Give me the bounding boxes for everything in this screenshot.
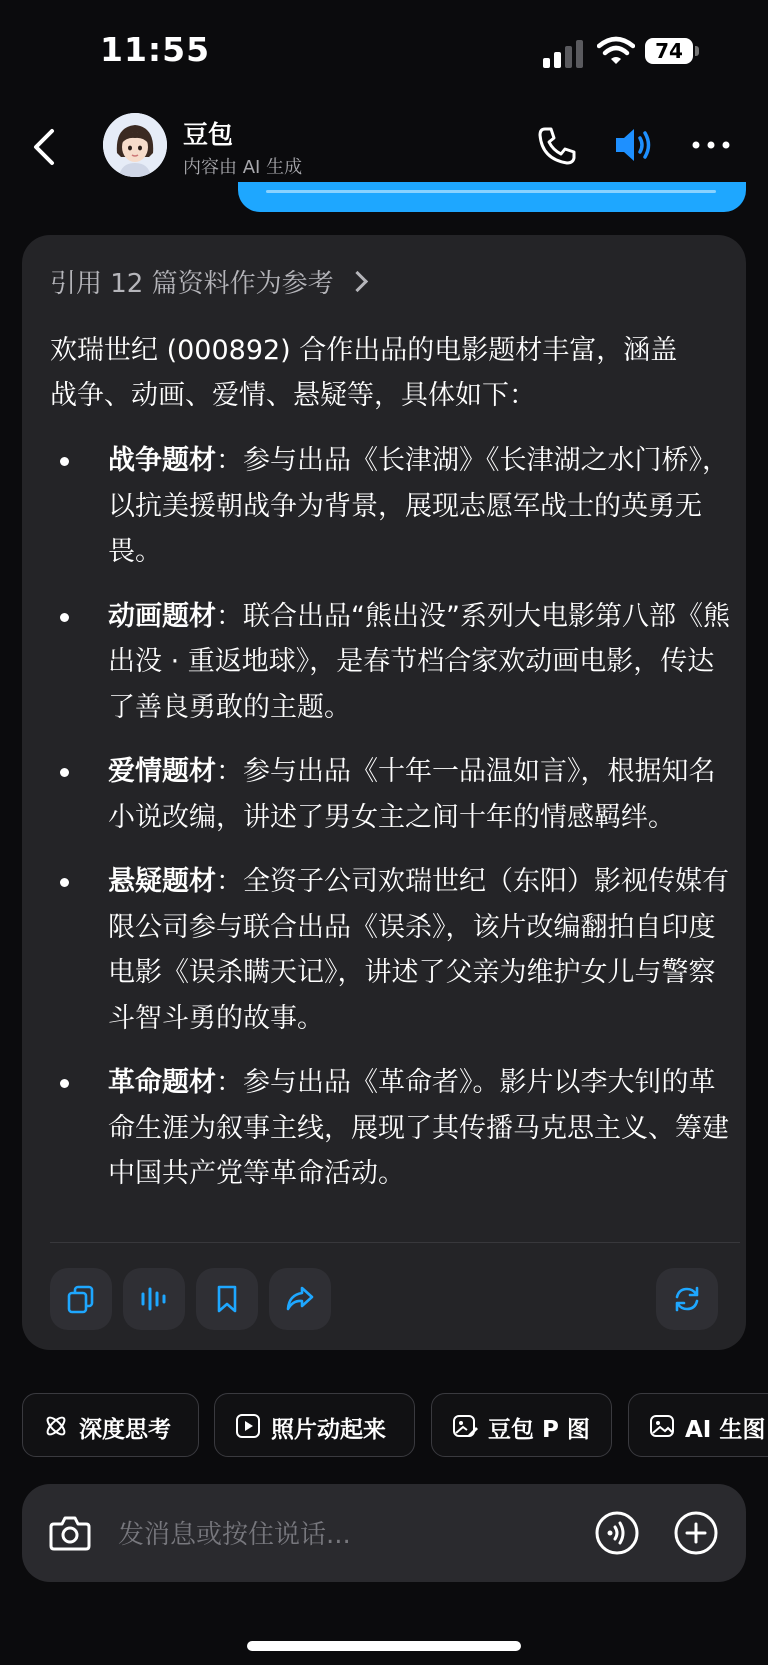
battery-level: 74 [645,38,693,64]
chip-photo-edit[interactable] [431,1393,612,1457]
cellular-signal-icon [543,40,585,68]
references-label: 引用 12 篇资料作为参考 [50,269,334,299]
list-item [50,594,730,731]
references-link[interactable] [50,263,365,303]
battery-tip [695,46,699,56]
status-time: 11:55 [100,30,211,69]
item-text: ：参与出品《革命者》。影片以李大钊的革命生涯为叙事主线，展现了其传播马克思主义、筹建中国共产党等革命活动。 [108,1067,729,1189]
chip-ai-image[interactable] [628,1393,768,1457]
atom-icon [43,1413,69,1439]
bullet-dot [60,1079,69,1088]
image-icon [649,1413,675,1439]
battery-icon [645,38,701,66]
bullet-dot [60,613,69,622]
share-icon [284,1283,316,1315]
previous-message-highlight [266,190,716,193]
list-item [50,859,730,1041]
divider [50,1242,740,1243]
more-options-icon[interactable] [690,135,732,155]
message-input[interactable]: 发消息或按住说话... [118,1520,351,1550]
copy-icon [65,1283,97,1315]
read-aloud-button[interactable] [123,1268,185,1330]
bullet-dot [60,768,69,777]
chip-animate-photo[interactable] [214,1393,415,1457]
refresh-icon [671,1283,703,1315]
list-item [50,1060,730,1197]
chat-header [0,105,768,190]
item-title: 革命题材 [108,1067,216,1098]
previous-user-message [238,182,746,212]
back-arrow-icon[interactable] [28,125,62,169]
item-title: 悬疑题材 [108,866,216,897]
phone-call-icon[interactable] [536,125,578,167]
bookmark-button[interactable] [196,1268,258,1330]
message-intro: 欢瑞世纪 (000892) 合作出品的电影题材丰富，涵盖战争、动画、爱情、悬疑等，具体如下： [50,335,678,411]
plus-icon[interactable] [673,1510,719,1556]
speaker-on-icon[interactable] [612,123,660,167]
regenerate-button[interactable] [656,1268,718,1330]
status-bar [0,0,768,105]
item-title: 爱情题材 [108,756,216,787]
ai-message-card [22,235,746,1350]
camera-icon[interactable] [48,1512,92,1554]
chevron-right-icon [347,271,368,292]
item-text: ：参与出品《长津湖》《长津湖之水门桥》，以抗美援朝战争为背景，展现志愿军战士的英勇无畏。 [108,445,729,567]
bookmark-icon [211,1283,243,1315]
item-text: ：全资子公司欢瑞世纪（东阳）影视传媒有限公司参与联合出品《误杀》，该片改编翻拍自印度电影《误杀瞒天记》，讲述了父亲为维护女儿与警察斗智斗勇的故事。 [108,866,729,1034]
play-square-icon [235,1413,261,1439]
item-title: 动画题材 [108,600,216,632]
quick-action-chips [0,1393,768,1457]
avatar-portrait-icon [103,113,167,177]
chip-label: 深度思考 [79,1417,171,1443]
wifi-icon [597,36,635,66]
item-title: 战争题材 [108,445,216,476]
ai-disclaimer: 内容由 AI 生成 [183,157,303,178]
list-item [50,438,730,575]
share-button[interactable] [269,1268,331,1330]
chip-label: 豆包 P 图 [488,1417,590,1443]
bullet-dot [60,878,69,887]
image-edit-icon [452,1413,478,1439]
chip-deep-thinking[interactable] [22,1393,199,1457]
avatar[interactable] [103,113,167,177]
chip-label: 照片动起来 [271,1417,386,1443]
voice-call-icon[interactable] [594,1510,640,1556]
chip-label: AI 生图 [685,1417,766,1443]
list-item [50,749,730,840]
home-indicator[interactable] [247,1641,521,1651]
audio-wave-icon [138,1283,170,1315]
item-text: ：参与出品《十年一品温如言》，根据知名小说改编，讲述了男女主之间十年的情感羁绊。 [108,756,716,833]
bot-name: 豆包 [183,120,234,149]
bullet-dot [60,457,69,466]
item-text: ：联合出品“熊出没”系列大电影第八部《熊出没 · 重返地球》，是春节档合家欢动画电影，传达了善良勇敢的主题。 [108,600,730,723]
genre-list [50,438,730,1216]
message-input-bar [22,1484,746,1582]
copy-button[interactable] [50,1268,112,1330]
